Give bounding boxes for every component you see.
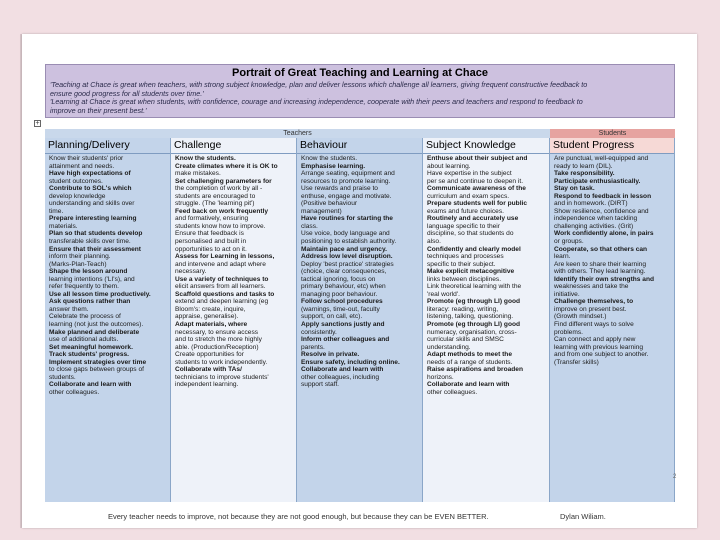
column-item: Can connect and apply new	[554, 336, 636, 344]
column-item: extend and deepen learning (eg	[175, 298, 269, 306]
column-item: (Marks-Plan-Teach)	[49, 260, 107, 268]
column-item: Prepare students well for public	[427, 200, 528, 208]
column-item: use of additional adults.	[49, 336, 119, 344]
column-item: Follow school procedures	[301, 298, 383, 306]
column-item: time.	[49, 207, 64, 215]
column-item: students are encouraged to	[175, 192, 256, 200]
column-item: management)	[301, 207, 342, 215]
column-item: and intervene and adapt where	[175, 260, 266, 268]
column-item: numeracy, organisation, cross-	[427, 328, 517, 336]
column-item: and formatively, ensuring	[175, 215, 249, 223]
column-item: refer frequently to them.	[49, 283, 120, 291]
column-item: Create climates where it is OK to	[175, 162, 278, 170]
column-item: Confidently and clearly model	[427, 245, 521, 253]
column-subject-knowledge	[423, 138, 550, 502]
column-item: 'real world'.	[427, 290, 460, 298]
column-item: Routinely and accurately use	[427, 215, 519, 223]
column-item: about learning.	[427, 162, 471, 170]
teachers-group-label: Teachers	[45, 129, 550, 138]
column-item: Arrange seating, equipment and	[301, 170, 395, 178]
column-heading: Challenge	[171, 138, 296, 154]
column-items	[171, 154, 296, 389]
column-item: Know their students' prior	[49, 155, 124, 162]
column-item: Feed back on work frequently	[175, 207, 269, 215]
column-item: Cooperate, so that others can	[554, 245, 648, 253]
column-item: the completion of work by all -	[175, 185, 263, 193]
column-item: elicit answers from all learners.	[175, 283, 266, 291]
column-item: Enthuse about their subject and	[427, 155, 528, 162]
column-item: and to stretch the more highly	[175, 336, 262, 344]
column-item: Ensure safety, including online.	[301, 358, 400, 366]
column-item: Ensure that feedback is	[175, 230, 244, 238]
column-item: Adapt materials, where	[175, 321, 248, 329]
column-item: Plan so that students develop	[49, 230, 143, 238]
column-item: links between disciplines.	[427, 275, 502, 283]
students-group-label: Students	[550, 129, 675, 138]
column-item: to close gaps between groups of	[49, 366, 144, 374]
column-item: Prepare interesting learning	[49, 215, 137, 223]
column-item: Scaffold questions and tasks to	[175, 290, 275, 298]
column-item: enthuse, engage and motivate.	[301, 192, 392, 200]
column-item: parents.	[301, 343, 325, 351]
column-item: Celebrate the process of	[49, 313, 121, 321]
column-item: other colleagues.	[427, 388, 478, 396]
column-item: (Transfer skills)	[554, 358, 599, 366]
column-item: opportunities to act on it.	[175, 245, 247, 253]
column-item: students know how to improve.	[175, 222, 266, 230]
column-item: (choice, clear consequences,	[301, 268, 387, 276]
document-title: Portrait of Great Teaching and Learning at Chace	[232, 67, 488, 79]
column-item: learn.	[554, 253, 571, 261]
column-item: tactical ignoring, focus on	[301, 275, 376, 283]
column-item: Have routines for starting the	[301, 215, 393, 223]
column-item: independence when tackling	[554, 215, 638, 223]
column-item: support staff.	[301, 381, 339, 389]
column-item: able. (Production/Reception)	[175, 343, 259, 351]
column-item: literacy: reading, writing,	[427, 305, 499, 313]
column-item: appraise, generalise).	[175, 313, 239, 321]
intro-line: 'Teaching at Chace is great when teachers, with strong subject knowledge, plan and deliver lessons which challenge all learners, giving frequent constructive feedback to	[50, 81, 588, 89]
column-item: learning intentions ('LI's), and	[49, 275, 135, 283]
column-item: challenging activities. (Grit)	[554, 222, 634, 230]
column-item: specific to their subject.	[427, 260, 496, 268]
column-item: or groups.	[554, 238, 584, 246]
corner-mark: 2	[673, 474, 677, 480]
column-item: technicians to improve students'	[175, 373, 269, 381]
column-item: Apply sanctions justly and	[301, 321, 385, 329]
column-item: and in homework. (DIRT)	[554, 200, 628, 208]
column-item: Challenge themselves, to	[554, 298, 634, 306]
column-item: students to work independently.	[175, 358, 268, 366]
column-item: Promote (eg through LI) good	[427, 321, 521, 329]
column-item: ready to learn (DIL).	[554, 162, 613, 170]
column-item: develop knowledge	[49, 192, 106, 200]
column-item: consistently.	[301, 328, 337, 336]
column-item: Ensure that their assessment	[49, 245, 141, 253]
column-item: struggle. (The 'learning pit')	[175, 200, 255, 208]
column-item: curricular skills and SMSC	[427, 336, 504, 344]
column-item: class.	[301, 222, 318, 230]
footer-author: Dylan Wiliam.	[560, 512, 606, 521]
column-items	[297, 154, 422, 389]
column-item: independent learning.	[175, 381, 239, 389]
column-item: student outcomes.	[49, 177, 103, 185]
column-item: Find different ways to solve	[554, 321, 634, 329]
column-item: Bloom's: create, inquire,	[175, 305, 246, 313]
column-item: Assess for Learning in lessons,	[175, 253, 275, 261]
column-item: Collaborate and learn with	[427, 381, 510, 389]
column-item: resources to promote learning.	[301, 177, 391, 185]
column-item: (Growth mindset.)	[554, 313, 607, 321]
column-item: transferable skills over time.	[49, 238, 131, 246]
column-item: improve on present best.	[554, 305, 627, 313]
column-item: (Positive behaviour	[301, 200, 358, 208]
column-item: Promote (eg through LI) good	[427, 298, 521, 306]
column-item: per se and continue to deepen it.	[427, 177, 524, 185]
column-item: Are keen to share their learning	[554, 260, 647, 268]
column-item: Use rewards and praise to	[301, 185, 378, 193]
column-item: other colleagues.	[49, 388, 100, 396]
column-item: Track students' progress.	[49, 351, 129, 359]
column-item: Know the students.	[301, 155, 358, 162]
column-item: Collaborate with TAs/	[175, 366, 242, 374]
column-heading: Planning/Delivery	[45, 138, 170, 154]
column-heading: Subject Knowledge	[423, 138, 549, 154]
column-item: learning (not just the outcomes).	[49, 321, 144, 329]
column-item: Implement strategies over time	[49, 358, 147, 366]
footer-quote: Every teacher needs to improve, not because they are not good enough, but because they can be EVEN BETTER.	[108, 512, 489, 521]
column-item: Use voice, body language and	[301, 230, 390, 238]
column-item: Make planned and deliberate	[49, 328, 140, 336]
column-item: Identify their own strengths and	[554, 275, 655, 283]
column-item: Collaborate and learn with	[49, 381, 132, 389]
column-item: initiative.	[554, 290, 580, 298]
column-item: with others. They lead learning.	[554, 268, 646, 276]
column-item: (warnings, time-out, faculty	[301, 305, 380, 313]
column-item: Respond to feedback in lesson	[554, 192, 652, 200]
column-item: Link theoretical learning with the	[427, 283, 522, 291]
column-item: materials.	[49, 222, 78, 230]
column-item: Communicate awareness of the	[427, 185, 526, 193]
intro-line: 'Learning at Chace is great when students, with confidence, courage and increasing independence, cooperate with their peers and teachers and respond to feedback to	[50, 98, 583, 106]
column-item: Use all lesson time productively.	[49, 290, 151, 298]
column-item: understanding and skills over	[49, 200, 135, 208]
column-item: Have high expectations of	[49, 170, 131, 178]
column-item: Know the students.	[175, 155, 236, 162]
column-item: curriculum and exam specs.	[427, 192, 510, 200]
column-items	[45, 154, 170, 397]
column-item: Make explicit metacognitive	[427, 268, 515, 276]
portrait-header	[45, 64, 675, 118]
column-item: make mistakes.	[175, 170, 221, 178]
column-item: Raise aspirations and broaden	[427, 366, 524, 374]
column-item: Emphasise learning.	[301, 162, 366, 170]
column-item: problems.	[554, 328, 583, 336]
column-item: and from one subject to another.	[554, 351, 649, 359]
column-item: Are punctual, well-equipped and	[554, 155, 649, 162]
column-item: Set challenging parameters for	[175, 177, 272, 185]
column-item: positioning to establish authority.	[301, 238, 397, 246]
column-item: understanding.	[427, 343, 471, 351]
column-heading: Student Progress	[550, 138, 674, 154]
column-item: Take responsibility.	[554, 170, 615, 178]
column-item: weaknesses and take the	[554, 283, 629, 291]
column-item: exams and future choices.	[427, 207, 504, 215]
column-item: support, on call, etc).	[301, 313, 363, 321]
column-item: attainment and needs.	[49, 162, 115, 170]
column-item: also.	[427, 238, 441, 246]
column-item: necessary, to ensure access	[175, 328, 259, 336]
table-expand-icon[interactable]: +	[35, 120, 40, 127]
column-item: answer them.	[49, 305, 89, 313]
column-item: students.	[49, 373, 76, 381]
intro-line: ensure good progress for all students over time.'	[50, 89, 204, 98]
column-item: personalised and built in	[175, 238, 247, 246]
column-item: inform their planning.	[49, 253, 111, 261]
column-item: Resolve in private.	[301, 351, 360, 359]
column-item: needs of a range of students.	[427, 358, 513, 366]
column-item: Set meaningful homework.	[49, 343, 133, 351]
column-planning-delivery	[45, 138, 171, 502]
column-item: Address low level disruption.	[301, 253, 393, 261]
column-item: horizons.	[427, 373, 454, 381]
column-items	[550, 154, 674, 366]
column-item: Maintain pace and urgency.	[301, 245, 387, 253]
intro-line: improve on their present best.'	[50, 106, 147, 115]
column-item: language specific to their	[427, 222, 500, 230]
column-behaviour	[297, 138, 423, 502]
column-item: Use a variety of techniques to	[175, 275, 269, 283]
column-heading: Behaviour	[297, 138, 422, 154]
column-item: learning with previous learning	[554, 343, 644, 351]
column-item: Ask questions rather than	[49, 298, 131, 306]
column-item: necessary.	[175, 268, 207, 276]
column-item: Collaborate and learn with	[301, 366, 384, 374]
column-item: Participate enthusiastically.	[554, 177, 641, 185]
column-item: techniques and processes	[427, 253, 504, 261]
column-item: Inform other colleagues and	[301, 336, 390, 344]
column-item: Stay on task.	[554, 185, 595, 193]
column-item: listening, talking, questioning.	[427, 313, 514, 321]
column-item: other colleagues, including	[301, 373, 380, 381]
column-challenge	[171, 138, 297, 502]
column-item: Adapt methods to meet the	[427, 351, 512, 359]
column-item: managing poor behaviour.	[301, 290, 378, 298]
column-item: primary behaviour, etc) when	[301, 283, 386, 291]
column-item: Deploy 'best practice' strategies	[301, 260, 394, 268]
column-student-progress	[550, 138, 675, 502]
column-item: Show resilience, confidence and	[554, 207, 649, 215]
column-item: Shape the lesson around	[49, 268, 128, 276]
column-item: Work confidently alone, in pairs	[554, 230, 654, 238]
column-items	[423, 154, 549, 397]
column-item: discipline, so that students do	[427, 230, 514, 238]
column-item: Have expertise in the subject	[427, 170, 512, 178]
column-item: Create opportunities for	[175, 351, 244, 359]
column-item: Contribute to SOL's which	[49, 185, 132, 193]
